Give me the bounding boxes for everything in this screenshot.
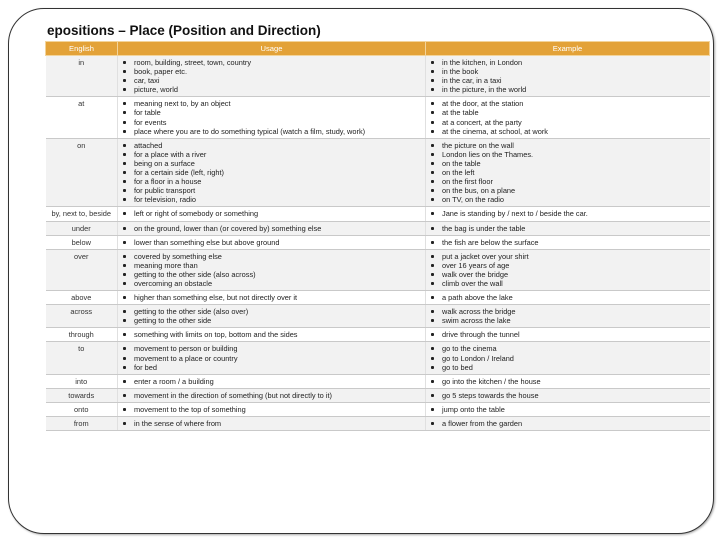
usage-item: something with limits on top, bottom and the sides bbox=[120, 330, 423, 339]
example-item: put a jacket over your shirt bbox=[428, 252, 708, 261]
example-item: on the left bbox=[428, 168, 708, 177]
usage-item: room, building, street, town, country bbox=[120, 58, 423, 67]
example-item: go into the kitchen / the house bbox=[428, 377, 708, 386]
usage-item: being on a surface bbox=[120, 159, 423, 168]
example-list bbox=[428, 293, 708, 302]
usage-cell bbox=[118, 235, 426, 249]
prepositions-table bbox=[45, 41, 710, 431]
example-item: in the book bbox=[428, 67, 708, 76]
example-list bbox=[428, 330, 708, 339]
usage-item: for public transport bbox=[120, 186, 423, 195]
usage-item: covered by something else bbox=[120, 252, 423, 261]
header-example: Example bbox=[426, 42, 710, 56]
example-item: on the table bbox=[428, 159, 708, 168]
header-english: English bbox=[46, 42, 118, 56]
example-cell bbox=[426, 97, 710, 138]
usage-item: left or right of somebody or something bbox=[120, 209, 423, 218]
example-item: go to bed bbox=[428, 363, 708, 372]
english-word-cell: above bbox=[46, 291, 118, 305]
example-item: in the kitchen, in London bbox=[428, 58, 708, 67]
english-word-cell: to bbox=[46, 342, 118, 374]
usage-item: getting to the other side (also across) bbox=[120, 270, 423, 279]
example-item: walk across the bridge bbox=[428, 307, 708, 316]
example-list bbox=[428, 141, 708, 205]
usage-cell bbox=[118, 305, 426, 328]
usage-list bbox=[120, 252, 423, 288]
usage-item: movement in the direction of something (but not directly to it) bbox=[120, 391, 423, 400]
usage-list bbox=[120, 238, 423, 247]
usage-item: movement to person or building bbox=[120, 344, 423, 353]
usage-item: getting to the other side bbox=[120, 316, 423, 325]
example-item: a flower from the garden bbox=[428, 419, 708, 428]
table-row bbox=[46, 56, 710, 97]
example-item: go to London / Ireland bbox=[428, 354, 708, 363]
usage-item: getting to the other side (also over) bbox=[120, 307, 423, 316]
usage-cell bbox=[118, 417, 426, 431]
table-row bbox=[46, 417, 710, 431]
table-row bbox=[46, 402, 710, 416]
usage-list bbox=[120, 209, 423, 218]
usage-list bbox=[120, 58, 423, 94]
example-item: the bag is under the table bbox=[428, 224, 708, 233]
table-row bbox=[46, 235, 710, 249]
english-word-cell: in bbox=[46, 56, 118, 97]
english-word-cell: onto bbox=[46, 402, 118, 416]
example-list bbox=[428, 344, 708, 371]
usage-cell bbox=[118, 374, 426, 388]
usage-list bbox=[120, 419, 423, 428]
example-list bbox=[428, 419, 708, 428]
usage-item: lower than something else but above ground bbox=[120, 238, 423, 247]
example-list bbox=[428, 391, 708, 400]
usage-item: meaning more than bbox=[120, 261, 423, 270]
english-word-cell: through bbox=[46, 328, 118, 342]
table-row bbox=[46, 138, 710, 207]
table-body bbox=[46, 56, 710, 431]
usage-cell bbox=[118, 388, 426, 402]
english-word-cell: from bbox=[46, 417, 118, 431]
usage-cell bbox=[118, 249, 426, 290]
example-item: walk over the bridge bbox=[428, 270, 708, 279]
example-item: at a concert, at the party bbox=[428, 118, 708, 127]
table-row bbox=[46, 221, 710, 235]
usage-cell bbox=[118, 402, 426, 416]
example-list bbox=[428, 58, 708, 94]
table-row bbox=[46, 291, 710, 305]
example-item: a path above the lake bbox=[428, 293, 708, 302]
example-cell bbox=[426, 221, 710, 235]
usage-cell bbox=[118, 97, 426, 138]
example-cell bbox=[426, 249, 710, 290]
usage-cell bbox=[118, 291, 426, 305]
example-item: drive through the tunnel bbox=[428, 330, 708, 339]
usage-cell bbox=[118, 56, 426, 97]
example-list bbox=[428, 238, 708, 247]
example-item: climb over the wall bbox=[428, 279, 708, 288]
example-item: on TV, on the radio bbox=[428, 195, 708, 204]
example-item: over 16 years of age bbox=[428, 261, 708, 270]
usage-item: attached bbox=[120, 141, 423, 150]
example-item: in the picture, in the world bbox=[428, 85, 708, 94]
table-row bbox=[46, 305, 710, 328]
example-cell bbox=[426, 374, 710, 388]
table-row bbox=[46, 388, 710, 402]
usage-item: meaning next to, by an object bbox=[120, 99, 423, 108]
example-list bbox=[428, 377, 708, 386]
usage-item: car, taxi bbox=[120, 76, 423, 85]
example-cell bbox=[426, 56, 710, 97]
example-list bbox=[428, 99, 708, 135]
table-row bbox=[46, 97, 710, 138]
table-row bbox=[46, 249, 710, 290]
table-row bbox=[46, 328, 710, 342]
example-list bbox=[428, 405, 708, 414]
usage-list bbox=[120, 224, 423, 233]
example-cell bbox=[426, 305, 710, 328]
usage-list bbox=[120, 377, 423, 386]
usage-cell bbox=[118, 221, 426, 235]
example-cell bbox=[426, 417, 710, 431]
usage-item: place where you are to do something typical (watch a film, study, work) bbox=[120, 127, 423, 136]
usage-item: in the sense of where from bbox=[120, 419, 423, 428]
example-cell bbox=[426, 328, 710, 342]
english-word-cell: below bbox=[46, 235, 118, 249]
usage-list bbox=[120, 391, 423, 400]
usage-item: for television, radio bbox=[120, 195, 423, 204]
example-item: swim across the lake bbox=[428, 316, 708, 325]
usage-item: movement to a place or country bbox=[120, 354, 423, 363]
example-item: go to the cinema bbox=[428, 344, 708, 353]
usage-item: for table bbox=[120, 108, 423, 117]
usage-list bbox=[120, 307, 423, 325]
usage-item: for a certain side (left, right) bbox=[120, 168, 423, 177]
example-item: at the door, at the station bbox=[428, 99, 708, 108]
example-item: the picture on the wall bbox=[428, 141, 708, 150]
usage-item: for bed bbox=[120, 363, 423, 372]
usage-list bbox=[120, 99, 423, 135]
example-item: the fish are below the surface bbox=[428, 238, 708, 247]
usage-item: on the ground, lower than (or covered by) something else bbox=[120, 224, 423, 233]
english-word-cell: under bbox=[46, 221, 118, 235]
header-usage: Usage bbox=[118, 42, 426, 56]
english-word-cell: across bbox=[46, 305, 118, 328]
example-item: at the table bbox=[428, 108, 708, 117]
example-cell bbox=[426, 138, 710, 207]
example-cell bbox=[426, 235, 710, 249]
example-list bbox=[428, 224, 708, 233]
example-list bbox=[428, 307, 708, 325]
usage-cell bbox=[118, 138, 426, 207]
usage-item: book, paper etc. bbox=[120, 67, 423, 76]
example-item: at the cinema, at school, at work bbox=[428, 127, 708, 136]
usage-item: for a floor in a house bbox=[120, 177, 423, 186]
english-word-cell: towards bbox=[46, 388, 118, 402]
example-cell bbox=[426, 291, 710, 305]
example-item: jump onto the table bbox=[428, 405, 708, 414]
usage-list bbox=[120, 344, 423, 371]
english-word-cell: over bbox=[46, 249, 118, 290]
english-word-cell: into bbox=[46, 374, 118, 388]
english-word-cell: by, next to, beside bbox=[46, 207, 118, 221]
example-item: Jane is standing by / next to / beside the car. bbox=[428, 209, 708, 218]
example-item: on the bus, on a plane bbox=[428, 186, 708, 195]
example-item: in the car, in a taxi bbox=[428, 76, 708, 85]
usage-item: higher than something else, but not directly over it bbox=[120, 293, 423, 302]
slide-content bbox=[45, 21, 713, 523]
english-word-cell: on bbox=[46, 138, 118, 207]
page-title: epositions – Place (Position and Direction) bbox=[47, 23, 321, 38]
example-item: London lies on the Thames. bbox=[428, 150, 708, 159]
example-cell bbox=[426, 388, 710, 402]
usage-item: for events bbox=[120, 118, 423, 127]
english-word-cell: at bbox=[46, 97, 118, 138]
example-cell bbox=[426, 402, 710, 416]
usage-cell bbox=[118, 342, 426, 374]
table-row bbox=[46, 374, 710, 388]
usage-list bbox=[120, 293, 423, 302]
example-item: on the first floor bbox=[428, 177, 708, 186]
table-row bbox=[46, 342, 710, 374]
example-cell bbox=[426, 207, 710, 221]
usage-item: movement to the top of something bbox=[120, 405, 423, 414]
usage-list bbox=[120, 330, 423, 339]
example-cell bbox=[426, 342, 710, 374]
example-list bbox=[428, 252, 708, 288]
usage-cell bbox=[118, 207, 426, 221]
usage-list bbox=[120, 141, 423, 205]
table-header-row bbox=[46, 42, 710, 56]
usage-item: for a place with a river bbox=[120, 150, 423, 159]
example-list bbox=[428, 209, 708, 218]
table-row bbox=[46, 207, 710, 221]
usage-cell bbox=[118, 328, 426, 342]
usage-item: enter a room / a building bbox=[120, 377, 423, 386]
example-item: go 5 steps towards the house bbox=[428, 391, 708, 400]
usage-item: picture, world bbox=[120, 85, 423, 94]
slide-frame bbox=[8, 8, 714, 534]
usage-list bbox=[120, 405, 423, 414]
usage-item: overcoming an obstacle bbox=[120, 279, 423, 288]
